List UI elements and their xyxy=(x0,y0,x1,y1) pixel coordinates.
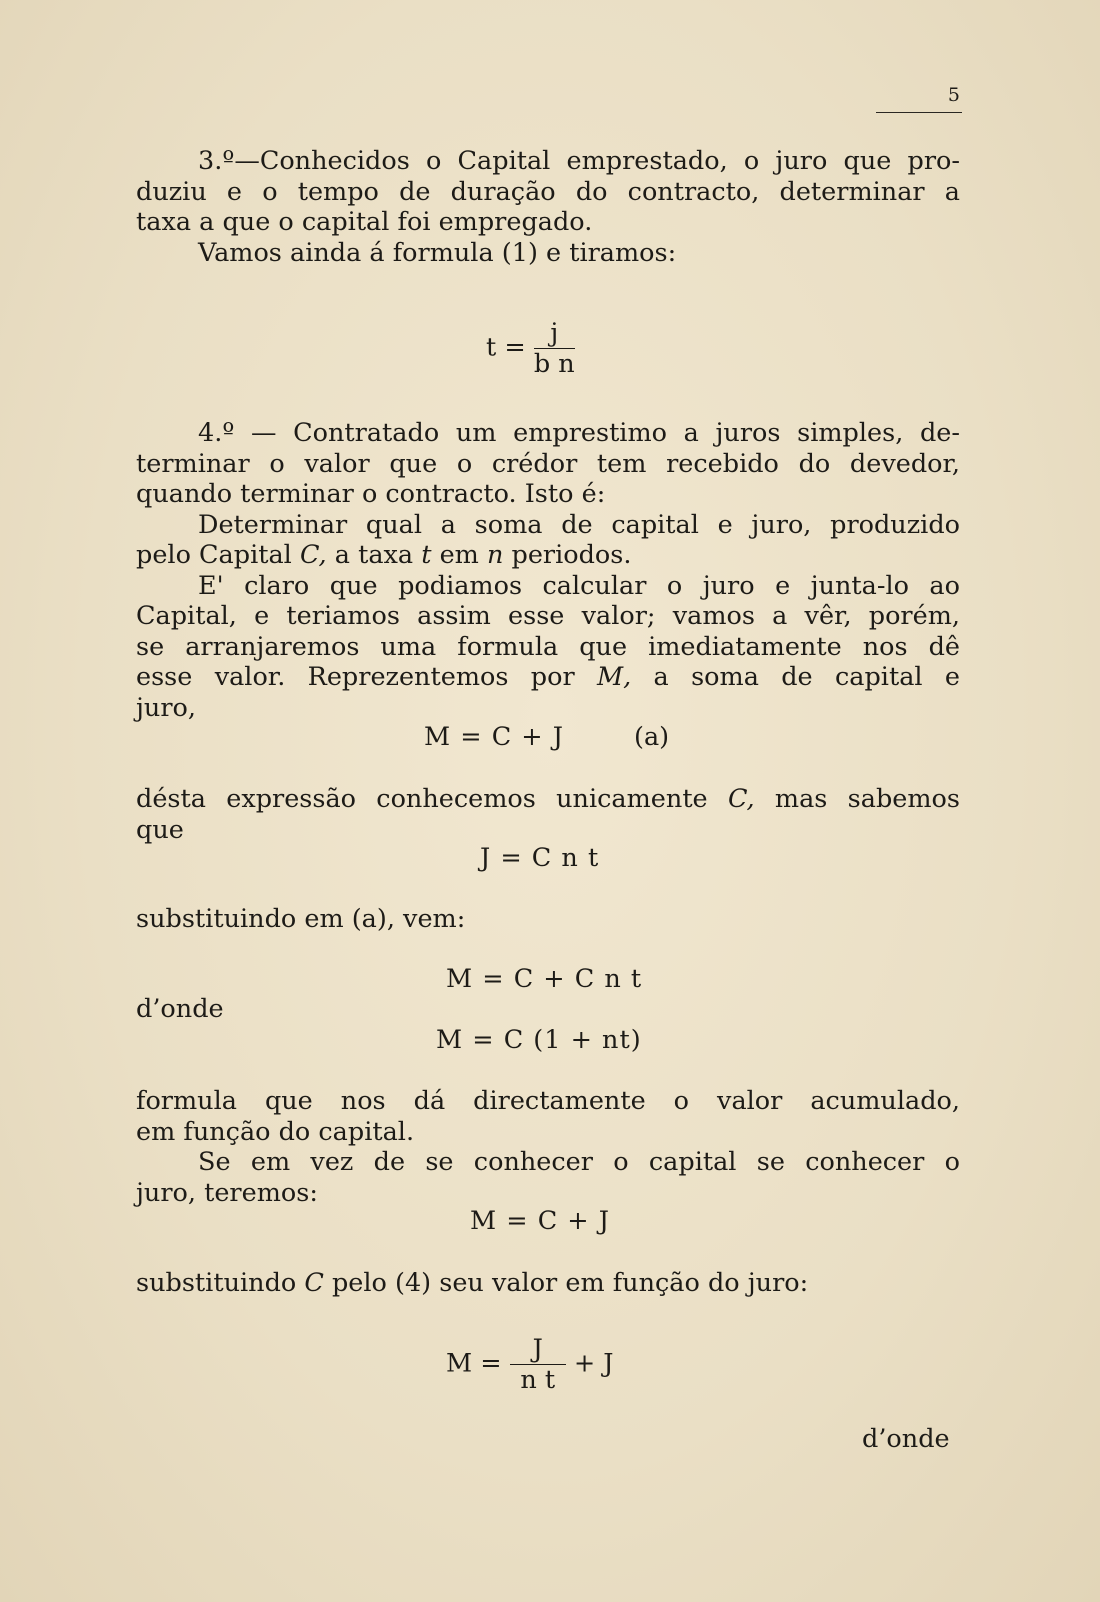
section-3-paragraph xyxy=(136,146,960,268)
symbol-t: t xyxy=(421,540,432,570)
symbol-c: C, xyxy=(299,540,327,570)
fraction-numerator: j xyxy=(534,318,575,349)
text-line: Vamos ainda á formula (1) e tiramos: xyxy=(198,237,677,268)
header-rule xyxy=(876,112,962,113)
text-line: substituindo em (a), vem: xyxy=(136,904,466,934)
formula-lhs: M = xyxy=(446,1348,502,1379)
text-run: periodos. xyxy=(503,540,632,570)
symbol-c: C xyxy=(304,1268,324,1298)
paragraph-substituindo xyxy=(136,904,960,935)
text-line: d’onde xyxy=(136,994,224,1024)
paragraph-desta xyxy=(136,784,960,845)
fraction xyxy=(510,1334,566,1395)
text-line: Se em vez de se conhecer o capital se conhecer o xyxy=(198,1147,960,1177)
equation-m2: M = C (1 + nt) xyxy=(436,1025,642,1055)
symbol-m: M, xyxy=(596,662,632,692)
text-line: 3.º—Conhecidos o Capital emprestado, o juro que pro- xyxy=(198,146,960,176)
page-number: 5 xyxy=(947,84,960,106)
text-line: juro, xyxy=(136,692,196,723)
equation-m3: M = C + J xyxy=(470,1206,610,1236)
formula-taxa xyxy=(486,318,575,379)
fraction-denominator: n t xyxy=(520,1365,556,1395)
text-line: taxa a que o capital foi empregado. xyxy=(136,207,593,237)
fraction-denominator: b n xyxy=(533,349,575,379)
text-donde-end: d’onde xyxy=(862,1424,950,1454)
text-line: que xyxy=(136,814,184,845)
text-run: em xyxy=(431,540,487,570)
fraction xyxy=(534,318,575,379)
text-run: a taxa xyxy=(326,540,422,570)
text-line: quando terminar o contracto. Isto é: xyxy=(136,479,606,509)
fraction-numerator: J xyxy=(510,1334,566,1365)
text-line xyxy=(136,784,960,815)
equation-juro: J = C n t xyxy=(480,843,600,873)
text-line: em função do capital. xyxy=(136,1116,415,1147)
text-line xyxy=(136,662,960,693)
text-run: pelo (4) seu valor em função do juro: xyxy=(323,1268,809,1298)
text-line: juro, teremos: xyxy=(136,1177,318,1208)
formula-rhs: + J xyxy=(573,1348,614,1379)
paragraph-substituindo-2 xyxy=(136,1268,960,1299)
equation-m1: M = C + C n t xyxy=(446,964,643,994)
text-run: mas sabemos xyxy=(754,784,960,814)
paragraph-formula xyxy=(136,1086,960,1208)
equation-tag: (a) xyxy=(634,722,670,752)
formula-lhs: t = xyxy=(486,332,526,363)
text-line: terminar o valor que o crédor tem recebido do devedor, xyxy=(136,448,960,479)
text-run: pelo Capital xyxy=(136,540,300,570)
text-line: Capital, e teriamos assim esse valor; vamos a vêr, porém, xyxy=(136,601,960,631)
formula-montante xyxy=(446,1334,614,1395)
symbol-n: n xyxy=(486,540,504,570)
text-line xyxy=(136,540,960,571)
text-line xyxy=(136,1268,960,1299)
paragraph-donde xyxy=(136,994,960,1025)
text-run: substituindo xyxy=(136,1268,305,1298)
equation-expression: M = C + J xyxy=(424,722,564,752)
equation-a xyxy=(424,722,564,752)
text-run: esse valor. Reprezentemos por xyxy=(136,662,597,692)
text-line: Determinar qual a soma de capital e juro, produzido xyxy=(198,509,960,540)
text-line: formula que nos dá directamente o valor acumulado, xyxy=(136,1086,960,1116)
section-4-paragraph xyxy=(136,418,960,723)
symbol-c: C, xyxy=(727,784,755,814)
text-line: E' claro que podiamos calcular o juro e junta-lo ao xyxy=(198,570,960,601)
text-run: désta expressão conhecemos unicamente xyxy=(136,784,728,814)
text-line: duziu e o tempo de duração do contracto, determinar a xyxy=(136,176,960,207)
text-line: 4.º — Contratado um emprestimo a juros simples, de- xyxy=(198,418,960,448)
text-run: a soma de capital e xyxy=(631,662,960,692)
text-line: se arranjaremos uma formula que imediatamente nos dê xyxy=(136,631,960,662)
